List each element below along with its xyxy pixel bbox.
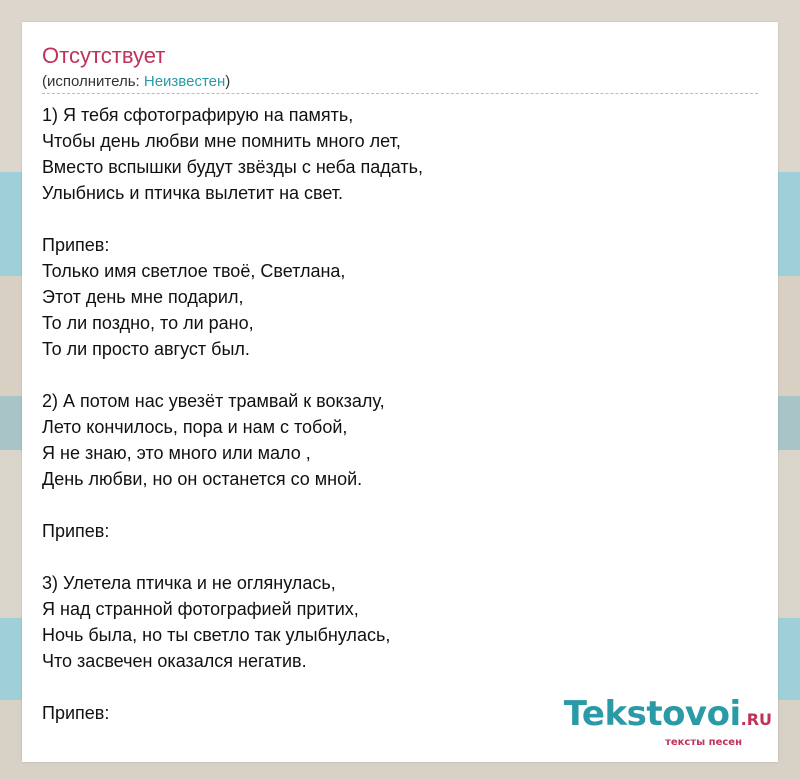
site-logo[interactable] — [564, 696, 772, 748]
lyrics-line: Улыбнись и птичка вылетит на свет. — [42, 183, 344, 203]
lyrics-line: Ночь была, но ты светло так улыбнулась, — [42, 625, 391, 645]
lyrics-line: Этот день мне подарил, — [42, 287, 244, 307]
lyrics-line: День любви, но он останется со мной. — [42, 469, 363, 489]
logo-tagline: тексты песен — [665, 737, 742, 748]
lyrics-line: То ли поздно, то ли рано, — [42, 313, 254, 333]
lyrics-text — [42, 102, 742, 726]
artist-link[interactable]: Неизвестен — [143, 73, 226, 90]
artist-suffix: ) — [225, 73, 231, 90]
lyrics-line: Припев: — [42, 521, 110, 541]
logo-main-text: Tekstovoi — [563, 694, 741, 734]
lyrics-line: Я не знаю, это много или мало , — [42, 443, 311, 463]
lyrics-line: 2) А потом нас увезёт трамвай к вокзалу, — [42, 391, 385, 411]
lyrics-line — [42, 492, 742, 518]
lyrics-line: Вместо вспышки будут звёзды с неба падать, — [42, 157, 424, 177]
artist-prefix: (исполнитель: — [42, 73, 144, 90]
lyrics-line: Я над странной фотографией притих, — [42, 599, 359, 619]
lyrics-line — [42, 206, 742, 232]
artist-line — [42, 72, 230, 92]
lyrics-line: То ли просто август был. — [42, 339, 250, 359]
lyrics-line: Лето кончилось, пора и нам с тобой, — [42, 417, 348, 437]
lyrics-line: Припев: — [42, 235, 110, 255]
title-divider — [42, 93, 758, 94]
song-title: Отсутствует — [42, 43, 166, 68]
lyrics-line — [42, 362, 742, 388]
lyrics-line: Что засвечен оказался негатив. — [42, 651, 307, 671]
lyrics-line: 3) Улетела птичка и не оглянулась, — [42, 573, 336, 593]
lyrics-card — [22, 22, 778, 762]
lyrics-line: Чтобы день любви мне помнить много лет, — [42, 131, 401, 151]
lyrics-line — [42, 544, 742, 570]
lyrics-line: Только имя светлое твоё, Светлана, — [42, 261, 346, 281]
logo-wordmark — [564, 696, 772, 738]
lyrics-line: Припев: — [42, 703, 110, 723]
lyrics-line: 1) Я тебя сфотографирую на память, — [42, 105, 354, 125]
logo-domain: .RU — [740, 710, 772, 729]
